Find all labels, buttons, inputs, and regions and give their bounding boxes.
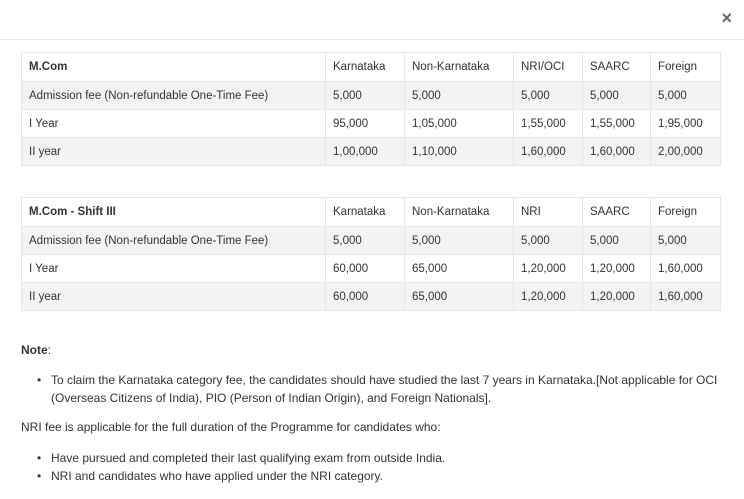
table-cell: 1,55,000: [514, 110, 583, 138]
header-cell: M.Com - Shift III: [22, 198, 326, 227]
table-cell: 1,95,000: [651, 110, 721, 138]
table-cell: 5,000: [405, 227, 514, 255]
table-cell: Admission fee (Non-refundable One-Time Fee): [22, 227, 326, 255]
header-cell: Karnataka: [326, 198, 405, 227]
table-cell: 1,20,000: [514, 255, 583, 283]
table-cell: 60,000: [326, 255, 405, 283]
table-cell: 5,000: [651, 227, 721, 255]
note-list: [37, 371, 727, 407]
table-cell: 1,05,000: [405, 110, 514, 138]
close-icon[interactable]: ×: [721, 8, 732, 28]
header-cell: Foreign: [651, 53, 721, 82]
table-cell: 5,000: [651, 82, 721, 110]
table-cell: 1,10,000: [405, 138, 514, 166]
table-cell: 1,20,000: [514, 283, 583, 311]
table-cell: 1,60,000: [651, 255, 721, 283]
table-cell: I Year: [22, 255, 326, 283]
table-cell: 1,20,000: [583, 283, 651, 311]
header-cell: Foreign: [651, 198, 721, 227]
table-cell: 1,55,000: [583, 110, 651, 138]
header-cell: NRI/OCI: [514, 53, 583, 82]
nri-paragraph: NRI fee is applicable for the full duration of the Programme for candidates who:: [21, 420, 441, 434]
table-row: [22, 227, 721, 255]
table-cell: 65,000: [405, 283, 514, 311]
table-row: [22, 283, 721, 311]
table-header-row: [22, 198, 721, 227]
table-cell: II year: [22, 283, 326, 311]
table-cell: 5,000: [583, 227, 651, 255]
header-cell: Karnataka: [326, 53, 405, 82]
modal-header: [0, 0, 744, 40]
table-cell: 1,60,000: [651, 283, 721, 311]
table-row: [22, 110, 721, 138]
table-cell: 60,000: [326, 283, 405, 311]
nri-list: [37, 449, 727, 485]
fee-table-mcom: [21, 52, 721, 166]
table-cell: 5,000: [405, 82, 514, 110]
table-cell: II year: [22, 138, 326, 166]
fee-table-mcom-shift-iii: [21, 197, 721, 311]
table-cell: 5,000: [326, 227, 405, 255]
header-cell: M.Com: [22, 53, 326, 82]
header-cell: NRI: [514, 198, 583, 227]
list-item: • NRI and candidates who have applied under the NRI category.: [37, 467, 727, 485]
table-cell: 1,60,000: [583, 138, 651, 166]
table-cell: 1,00,000: [326, 138, 405, 166]
table-cell: 5,000: [514, 227, 583, 255]
table-cell: 5,000: [583, 82, 651, 110]
table-cell: 2,00,000: [651, 138, 721, 166]
table-cell: I Year: [22, 110, 326, 138]
table-cell: 65,000: [405, 255, 514, 283]
table-cell: 1,20,000: [583, 255, 651, 283]
header-cell: Non-Karnataka: [405, 198, 514, 227]
table-row: [22, 255, 721, 283]
table-row: [22, 138, 721, 166]
table-cell: 5,000: [326, 82, 405, 110]
note-label: Note: [21, 343, 48, 357]
header-cell: SAARC: [583, 198, 651, 227]
header-cell: Non-Karnataka: [405, 53, 514, 82]
table-row: [22, 82, 721, 110]
note-heading: [21, 343, 51, 357]
list-item: • To claim the Karnataka category fee, the candidates should have studied the last 7 years in Karnataka.[Not applicable for OCI (Overseas Citizens of India), PIO (Person of Indian Origin), and Foreign Nationals].: [37, 371, 727, 407]
list-item: • Have pursued and completed their last qualifying exam from outside India.: [37, 449, 727, 467]
note-colon: :: [47, 343, 52, 357]
table-cell: 5,000: [514, 82, 583, 110]
table-header-row: [22, 53, 721, 82]
table-cell: 95,000: [326, 110, 405, 138]
header-cell: SAARC: [583, 53, 651, 82]
table-cell: Admission fee (Non-refundable One-Time Fee): [22, 82, 326, 110]
table-cell: 1,60,000: [514, 138, 583, 166]
